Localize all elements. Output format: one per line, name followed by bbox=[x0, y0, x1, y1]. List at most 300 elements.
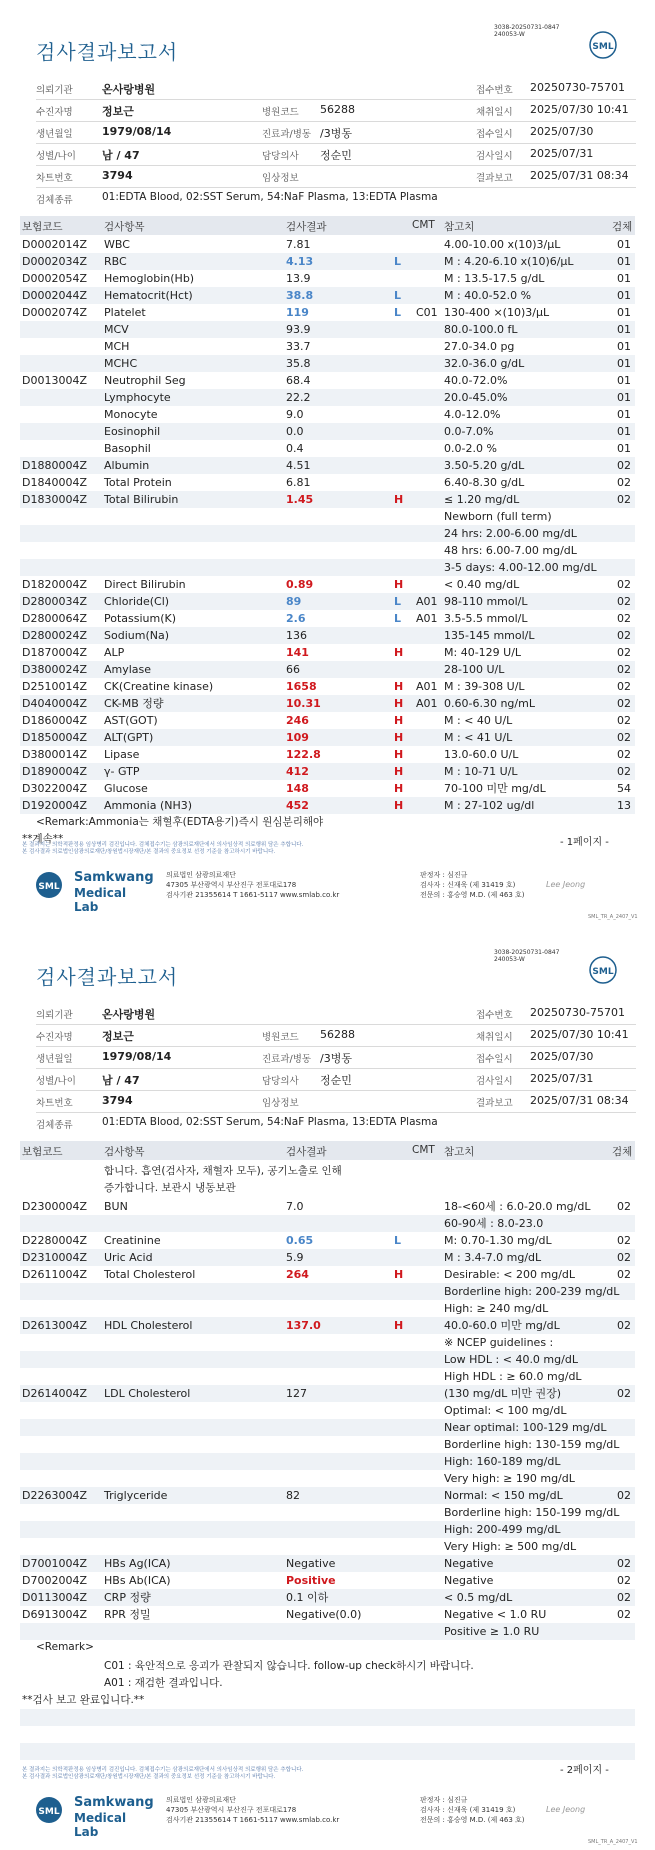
table-row bbox=[20, 559, 635, 576]
specimen-code: 02 bbox=[617, 1200, 631, 1213]
table-row bbox=[20, 780, 635, 797]
table-row bbox=[20, 542, 635, 559]
insurance-code: D6913004Z bbox=[22, 1608, 87, 1621]
specimen-code: 02 bbox=[617, 1489, 631, 1502]
reference-range: (130 mg/dL 미만 권장) bbox=[444, 1387, 562, 1400]
test-name: MCV bbox=[104, 323, 129, 336]
reference-range: Borderline high: 150-199 mg/dL bbox=[444, 1506, 620, 1519]
reference-range: 48 hrs: 6.00-7.00 mg/dL bbox=[444, 544, 577, 557]
reference-range: 40.0-72.0% bbox=[444, 374, 508, 387]
table-row bbox=[20, 1215, 635, 1232]
reference-range: 0.60-6.30 ng/mL bbox=[444, 697, 535, 710]
result-flag: H bbox=[394, 731, 404, 744]
test-result: Negative bbox=[286, 1557, 336, 1570]
sex-age: 남 / 47 bbox=[102, 149, 140, 162]
result-flag: H bbox=[394, 765, 404, 778]
reference-range: Low HDL : < 40.0 mg/dL bbox=[444, 1353, 578, 1366]
table-row bbox=[20, 763, 635, 780]
insurance-code: D1850004Z bbox=[22, 731, 87, 744]
specimen-code: 01 bbox=[617, 425, 631, 438]
test-name: Amylase bbox=[104, 663, 152, 676]
reference-range: Newborn (full term) bbox=[444, 510, 552, 523]
footer-logo: SML Samkwang Medical Lab bbox=[34, 1791, 134, 1831]
table-row bbox=[20, 610, 635, 627]
test-result: 246 bbox=[286, 714, 309, 727]
insurance-code: D0002034Z bbox=[22, 255, 87, 268]
test-result: 0.1 이하 bbox=[286, 1591, 329, 1604]
table-row bbox=[20, 372, 635, 389]
test-result: 22.2 bbox=[286, 391, 311, 404]
test-result: 89 bbox=[286, 595, 302, 608]
test-result: 13.9 bbox=[286, 272, 311, 285]
result-flag: L bbox=[394, 289, 402, 302]
result-flag: H bbox=[394, 799, 404, 812]
page-number: - 1페이지 - bbox=[560, 837, 609, 848]
hospital-code: 56288 bbox=[320, 1028, 355, 1041]
reference-range: High: ≥ 240 mg/dL bbox=[444, 1302, 549, 1315]
table-row bbox=[20, 355, 635, 372]
test-name: HBs Ag(ICA) bbox=[104, 1557, 171, 1570]
table-row bbox=[20, 1198, 635, 1215]
results-table-page-2 bbox=[20, 1198, 635, 1640]
lab-info: 의료법인 삼광의료재단 47305 부산광역시 부산진구 전포대로178 검사기관 21355614 T 1661-5117 www.smlab.co.kr bbox=[166, 1796, 340, 1824]
insurance-code: D0113004Z bbox=[22, 1591, 87, 1604]
insurance-code: D3800024Z bbox=[22, 663, 87, 676]
reference-range: 70-100 미만 mg/dL bbox=[444, 782, 546, 795]
reference-range: ※ NCEP guidelines : bbox=[444, 1336, 554, 1349]
specimen-code: 02 bbox=[617, 629, 631, 642]
reference-range: 6.40-8.30 g/dL bbox=[444, 476, 525, 489]
specimen-code: 02 bbox=[617, 1319, 631, 1332]
test-name: HBs Ab(ICA) bbox=[104, 1574, 171, 1587]
tested-at: 2025/07/31 bbox=[530, 1072, 594, 1085]
table-row bbox=[20, 1623, 635, 1640]
form-code: SML_TR_A_2407_V1 bbox=[588, 914, 638, 920]
specimen-code: 13 bbox=[617, 799, 631, 812]
disclaimer: 본 결과지는 의학적판정용 임상병리 검진입니다. 검체접수기는 삼광의료재단에서 의사임상적 의료행위 담은 추합니다. 본 검사결과 의료법인삼광의료재단/창원법시장재단/본 결과의 중요정보 선정 기준을 참고하시기 바랍니다. bbox=[22, 1767, 304, 1780]
test-name: Albumin bbox=[104, 459, 150, 472]
test-name: Triglyceride bbox=[104, 1489, 168, 1502]
reference-range: 0.0-2.0 % bbox=[444, 442, 497, 455]
test-name: Uric Acid bbox=[104, 1251, 153, 1264]
insurance-code: D1830004Z bbox=[22, 493, 87, 506]
test-result: 1.45 bbox=[286, 493, 314, 506]
reported-at: 2025/07/31 08:34 bbox=[530, 169, 629, 182]
remark-continued: 증가합니다. 보관시 냉동보관 bbox=[104, 1182, 236, 1194]
sml-mark-icon bbox=[34, 1795, 64, 1825]
test-name: Eosinophil bbox=[104, 425, 161, 438]
test-result: 68.4 bbox=[286, 374, 311, 387]
insurance-code: D2611004Z bbox=[22, 1268, 87, 1281]
table-row bbox=[20, 1385, 635, 1402]
test-name: RBC bbox=[104, 255, 127, 268]
test-result: 1658 bbox=[286, 680, 317, 693]
reference-range: 80.0-100.0 fL bbox=[444, 323, 518, 336]
test-name: BUN bbox=[104, 1200, 128, 1213]
insurance-code: D0002074Z bbox=[22, 306, 87, 319]
insurance-code: D2613004Z bbox=[22, 1319, 87, 1332]
test-result: 7.0 bbox=[286, 1200, 304, 1213]
reference-range: M : 27-102 ug/dl bbox=[444, 799, 535, 812]
blank-row bbox=[20, 1743, 635, 1760]
table-header: 보험코드 검사항목 검사결과 CMT 참고치 검체 bbox=[20, 216, 635, 235]
reference-range: High: 160-189 mg/dL bbox=[444, 1455, 561, 1468]
department: /3병동 bbox=[320, 127, 352, 140]
table-row bbox=[20, 746, 635, 763]
test-name: Monocyte bbox=[104, 408, 158, 421]
table-row bbox=[20, 491, 635, 508]
test-name: Hematocrit(Hct) bbox=[104, 289, 193, 302]
table-row bbox=[20, 576, 635, 593]
comment-code: A01 bbox=[416, 680, 438, 693]
reference-range: 3-5 days: 4.00-12.00 mg/dL bbox=[444, 561, 597, 574]
test-result: 136 bbox=[286, 629, 307, 642]
test-result: 38.8 bbox=[286, 289, 314, 302]
test-name: Lipase bbox=[104, 748, 140, 761]
specimen-types: 01:EDTA Blood, 02:SST Serum, 54:NaF Plasma, 13:EDTA Plasma bbox=[102, 191, 438, 203]
result-flag: H bbox=[394, 697, 404, 710]
remark-title: <Remark> bbox=[36, 1641, 94, 1653]
result-flag: L bbox=[394, 1234, 402, 1247]
test-name: RPR 정밀 bbox=[104, 1608, 151, 1621]
result-flag: L bbox=[394, 595, 402, 608]
test-name: Sodium(Na) bbox=[104, 629, 169, 642]
table-row bbox=[20, 1521, 635, 1538]
report-complete-note: **검사 보고 완료입니다.** bbox=[22, 1694, 145, 1706]
reference-range: < 0.5 mg/dL bbox=[444, 1591, 513, 1604]
reference-range: M : < 40 U/L bbox=[444, 714, 513, 727]
test-result: 0.0 bbox=[286, 425, 304, 438]
table-row bbox=[20, 1249, 635, 1266]
reference-range: Optimal: < 100 mg/dL bbox=[444, 1404, 567, 1417]
specimen-code: 54 bbox=[617, 782, 631, 795]
table-row bbox=[20, 627, 635, 644]
reference-range: 27.0-34.0 pg bbox=[444, 340, 515, 353]
birth-date: 1979/08/14 bbox=[102, 1050, 172, 1063]
specimen-code: 01 bbox=[617, 289, 631, 302]
form-code: SML_TR_A_2407_V1 bbox=[588, 1839, 638, 1845]
result-flag: H bbox=[394, 748, 404, 761]
sex-age: 남 / 47 bbox=[102, 1074, 140, 1087]
test-name: Lymphocyte bbox=[104, 391, 171, 404]
insurance-code: D2280004Z bbox=[22, 1234, 87, 1247]
continued-note: **계속** bbox=[22, 833, 64, 845]
table-row bbox=[20, 678, 635, 695]
table-row bbox=[20, 440, 635, 457]
table-row bbox=[20, 1300, 635, 1317]
test-name: LDL Cholesterol bbox=[104, 1387, 191, 1400]
result-flag: L bbox=[394, 306, 402, 319]
table-row bbox=[20, 1606, 635, 1623]
specimen-code: 01 bbox=[617, 238, 631, 251]
specimen-code: 01 bbox=[617, 391, 631, 404]
table-row bbox=[20, 338, 635, 355]
reference-range: M : 4.20-6.10 x(10)6/μL bbox=[444, 255, 574, 268]
table-row bbox=[20, 1487, 635, 1504]
test-result: 82 bbox=[286, 1489, 300, 1502]
insurance-code: D3800014Z bbox=[22, 748, 87, 761]
svg-text:SML: SML bbox=[592, 42, 614, 52]
result-flag: H bbox=[394, 782, 404, 795]
test-result: 93.9 bbox=[286, 323, 311, 336]
specimen-code: 02 bbox=[617, 1234, 631, 1247]
table-row bbox=[20, 661, 635, 678]
table-row bbox=[20, 729, 635, 746]
test-result: 264 bbox=[286, 1268, 309, 1281]
insurance-code: D2800064Z bbox=[22, 612, 87, 625]
specimen-code: 02 bbox=[617, 1591, 631, 1604]
test-result: 0.4 bbox=[286, 442, 304, 455]
reference-range: 130-400 ×(10)3/μL bbox=[444, 306, 550, 319]
reference-range: 20.0-45.0% bbox=[444, 391, 508, 404]
receipt-number: 20250730-75701 bbox=[530, 1006, 625, 1019]
insurance-code: D4040004Z bbox=[22, 697, 87, 710]
reference-range: < 0.40 mg/dL bbox=[444, 578, 520, 591]
insurance-code: D2614004Z bbox=[22, 1387, 87, 1400]
signature: Lee Jeong bbox=[546, 1805, 586, 1814]
page-number: - 2페이지 - bbox=[560, 1765, 609, 1776]
reference-range: M: 40-129 U/L bbox=[444, 646, 522, 659]
test-result: 412 bbox=[286, 765, 309, 778]
test-result: 9.0 bbox=[286, 408, 304, 421]
insurance-code: D1840004Z bbox=[22, 476, 87, 489]
test-result: 4.13 bbox=[286, 255, 314, 268]
patient-name: 정보근 bbox=[102, 105, 134, 118]
reference-range: 3.50-5.20 g/dL bbox=[444, 459, 525, 472]
sml-mark-icon bbox=[34, 870, 64, 900]
test-name: Total Cholesterol bbox=[104, 1268, 196, 1281]
specimen-code: 02 bbox=[617, 1251, 631, 1264]
result-flag: L bbox=[394, 612, 402, 625]
patient-info-header: 의뢰기관 온사랑병원 접수번호 20250730-75701 수진자명 정보근 병원코드 56288 채취일시 2025/07/30 10:41 생년월일 1979/08/14 진료과/병동 /3병동 접수일시 2025/07/30 성별/나이 남 / 47 담당의사 정순민 검사일시 2025/07/31 차트번호 3794 임상정보 결과보고 2025/07/31 08:34 검체종류 01:EDTA Blood, 02:SST Serum, 54:NaF Plasma, 13:EDTA Plasma bbox=[36, 78, 636, 210]
test-result: 5.9 bbox=[286, 1251, 304, 1264]
svg-text:SML: SML bbox=[38, 1807, 60, 1817]
lab-staff: 판정자 : 심진규 검사자 : 신재욱 (제 31419 호) 전문의 : 홍승영 M.D. (제 463 호) bbox=[420, 871, 525, 899]
reference-range: 32.0-36.0 g/dL bbox=[444, 357, 525, 370]
table-row bbox=[20, 253, 635, 270]
reference-range: High HDL : ≥ 60.0 mg/dL bbox=[444, 1370, 582, 1383]
specimen-code: 01 bbox=[617, 272, 631, 285]
table-row bbox=[20, 1470, 635, 1487]
insurance-code: D1820004Z bbox=[22, 578, 87, 591]
specimen-code: 02 bbox=[617, 1268, 631, 1281]
result-flag: H bbox=[394, 578, 404, 591]
reference-range: M: 0.70-1.30 mg/dL bbox=[444, 1234, 552, 1247]
table-row bbox=[20, 406, 635, 423]
test-name: MCH bbox=[104, 340, 130, 353]
table-row bbox=[20, 508, 635, 525]
test-name: AST(GOT) bbox=[104, 714, 158, 727]
reference-range: 60-90세 : 8.0-23.0 bbox=[444, 1217, 544, 1230]
department: /3병동 bbox=[320, 1052, 352, 1065]
ammonia-remark: <Remark:Ammonia는 채혈후(EDTA용기)즉시 원심분리해야 bbox=[36, 816, 324, 828]
reference-range: 18-<60세 : 6.0-20.0 mg/dL bbox=[444, 1200, 591, 1213]
table-row bbox=[20, 1504, 635, 1521]
patient-info-header: 의뢰기관 온사랑병원 접수번호 20250730-75701 수진자명 정보근 병원코드 56288 채취일시 2025/07/30 10:41 생년월일 1979/08/14 진료과/병동 /3병동 접수일시 2025/07/30 성별/나이 남 / 47 담당의사 정순민 검사일시 2025/07/31 차트번호 3794 임상정보 결과보고 2025/07/31 08:34 검체종류 01:EDTA Blood, 02:SST Serum, 54:NaF Plasma, 13:EDTA Plasma bbox=[36, 1003, 636, 1135]
test-name: CK(Creatine kinase) bbox=[104, 680, 214, 693]
result-flag: H bbox=[394, 714, 404, 727]
test-result: 141 bbox=[286, 646, 309, 659]
reference-range: 13.0-60.0 U/L bbox=[444, 748, 519, 761]
reference-range: Borderline high: 130-159 mg/dL bbox=[444, 1438, 620, 1451]
specimen-code: 01 bbox=[617, 442, 631, 455]
insurance-code: D7001004Z bbox=[22, 1557, 87, 1570]
table-row bbox=[20, 1334, 635, 1351]
test-result: 6.81 bbox=[286, 476, 311, 489]
specimen-code: 02 bbox=[617, 697, 631, 710]
table-row bbox=[20, 1453, 635, 1470]
document-id: 3038-20250731-0847 240053-W bbox=[494, 949, 560, 963]
test-result: 10.31 bbox=[286, 697, 321, 710]
table-row bbox=[20, 1232, 635, 1249]
reference-range: 3.5-5.5 mmol/L bbox=[444, 612, 528, 625]
doctor: 정순민 bbox=[320, 1074, 352, 1087]
report-title: 검사결과보고서 bbox=[36, 965, 179, 989]
reference-range: Near optimal: 100-129 mg/dL bbox=[444, 1421, 607, 1434]
table-row bbox=[20, 1555, 635, 1572]
table-row bbox=[20, 1419, 635, 1436]
reference-range: Negative bbox=[444, 1557, 494, 1570]
specimen-code: 01 bbox=[617, 340, 631, 353]
test-result: 4.51 bbox=[286, 459, 311, 472]
test-name: Platelet bbox=[104, 306, 146, 319]
table-row bbox=[20, 1572, 635, 1589]
specimen-code: 02 bbox=[617, 680, 631, 693]
reference-range: ≤ 1.20 mg/dL bbox=[444, 493, 520, 506]
reference-range: M : 13.5-17.5 g/dL bbox=[444, 272, 545, 285]
test-result: 0.89 bbox=[286, 578, 314, 591]
test-result: 119 bbox=[286, 306, 309, 319]
specimen-code: 02 bbox=[617, 1574, 631, 1587]
insurance-code: D2800034Z bbox=[22, 595, 87, 608]
table-header: 보험코드 검사항목 검사결과 CMT 참고치 검체 bbox=[20, 1141, 635, 1160]
table-row bbox=[20, 1351, 635, 1368]
specimen-code: 02 bbox=[617, 646, 631, 659]
reference-range: Positive ≥ 1.0 RU bbox=[444, 1625, 540, 1638]
table-row bbox=[20, 304, 635, 321]
specimen-code: 02 bbox=[617, 731, 631, 744]
document-id: 3038-20250731-0847 240053-W bbox=[494, 24, 560, 38]
reported-at: 2025/07/31 08:34 bbox=[530, 1094, 629, 1107]
report-page-2 bbox=[0, 925, 655, 1850]
svg-text:SML: SML bbox=[38, 882, 60, 892]
test-name: Basophil bbox=[104, 442, 151, 455]
test-name: Ammonia (NH3) bbox=[104, 799, 193, 812]
insurance-code: D2510014Z bbox=[22, 680, 87, 693]
report-title: 검사결과보고서 bbox=[36, 40, 179, 64]
remark-continued: 합니다. 흡연(검사자, 채혈자 모두), 공기노출로 인해 bbox=[104, 1165, 342, 1177]
test-result: 7.81 bbox=[286, 238, 311, 251]
test-result: 452 bbox=[286, 799, 309, 812]
insurance-code: D1920004Z bbox=[22, 799, 87, 812]
specimen-code: 01 bbox=[617, 408, 631, 421]
table-row bbox=[20, 236, 635, 253]
reference-range: M : 40.0-52.0 % bbox=[444, 289, 532, 302]
test-name: CRP 정량 bbox=[104, 1591, 151, 1604]
result-flag: L bbox=[394, 255, 402, 268]
specimen-code: 02 bbox=[617, 612, 631, 625]
reference-range: Very High: ≥ 500 mg/dL bbox=[444, 1540, 577, 1553]
insurance-code: D1890004Z bbox=[22, 765, 87, 778]
table-row bbox=[20, 1538, 635, 1555]
specimen-code: 02 bbox=[617, 714, 631, 727]
specimen-types: 01:EDTA Blood, 02:SST Serum, 54:NaF Plasma, 13:EDTA Plasma bbox=[102, 1116, 438, 1128]
reference-range: 28-100 U/L bbox=[444, 663, 505, 676]
test-result: 33.7 bbox=[286, 340, 311, 353]
result-flag: H bbox=[394, 1319, 404, 1332]
test-name: Potassium(K) bbox=[104, 612, 177, 625]
comment-code: A01 bbox=[416, 612, 438, 625]
table-row bbox=[20, 1436, 635, 1453]
specimen-code: 01 bbox=[617, 357, 631, 370]
patient-name: 정보근 bbox=[102, 1030, 134, 1043]
table-row bbox=[20, 593, 635, 610]
disclaimer: 본 결과지는 의학적판정용 임상병리 검진입니다. 검체접수기는 삼광의료재단에서 의사임상적 의료행위 담은 추합니다. 본 검사결과 의료법인삼광의료재단/창원법시장재단/본 결과의 중요정보 선정 기준을 참고하시기 바랍니다. bbox=[22, 842, 304, 855]
table-row bbox=[20, 1402, 635, 1419]
table-row bbox=[20, 423, 635, 440]
insurance-code: D2300004Z bbox=[22, 1200, 87, 1213]
received-at: 2025/07/30 bbox=[530, 1050, 594, 1063]
insurance-code: D0013004Z bbox=[22, 374, 87, 387]
reference-range: 4.0-12.0% bbox=[444, 408, 501, 421]
table-row bbox=[20, 1317, 635, 1334]
specimen-code: 02 bbox=[617, 1608, 631, 1621]
result-flag: H bbox=[394, 680, 404, 693]
reference-range: M : 39-308 U/L bbox=[444, 680, 525, 693]
test-result: 35.8 bbox=[286, 357, 311, 370]
insurance-code: D1870004Z bbox=[22, 646, 87, 659]
receipt-number: 20250730-75701 bbox=[530, 81, 625, 94]
specimen-code: 02 bbox=[617, 748, 631, 761]
table-row bbox=[20, 695, 635, 712]
table-row bbox=[20, 321, 635, 338]
insurance-code: D1860004Z bbox=[22, 714, 87, 727]
collected-at: 2025/07/30 10:41 bbox=[530, 1028, 629, 1041]
specimen-code: 02 bbox=[617, 493, 631, 506]
test-result: 109 bbox=[286, 731, 309, 744]
reference-range: Very high: ≥ 190 mg/dL bbox=[444, 1472, 575, 1485]
table-row bbox=[20, 525, 635, 542]
reference-range: Negative < 1.0 RU bbox=[444, 1608, 547, 1621]
test-name: Chloride(Cl) bbox=[104, 595, 170, 608]
reference-range: High: 200-499 mg/dL bbox=[444, 1523, 561, 1536]
test-name: ALT(GPT) bbox=[104, 731, 154, 744]
signature: Lee Jeong bbox=[546, 880, 586, 889]
test-result: 148 bbox=[286, 782, 309, 795]
remark-a01: A01 : 재검한 결과입니다. bbox=[104, 1677, 223, 1689]
table-row bbox=[20, 389, 635, 406]
result-flag: H bbox=[394, 646, 404, 659]
test-result: 0.65 bbox=[286, 1234, 314, 1247]
test-result: 137.0 bbox=[286, 1319, 321, 1332]
doctor: 정순민 bbox=[320, 149, 352, 162]
reference-range: M : 10-71 U/L bbox=[444, 765, 518, 778]
test-name: γ- GTP bbox=[104, 765, 140, 778]
test-name: Total Bilirubin bbox=[104, 493, 179, 506]
test-name: Creatinine bbox=[104, 1234, 161, 1247]
hospital-name: 온사랑병원 bbox=[102, 83, 156, 96]
reference-range: 24 hrs: 2.00-6.00 mg/dL bbox=[444, 527, 577, 540]
specimen-code: 02 bbox=[617, 1557, 631, 1570]
test-name: CK-MB 정량 bbox=[104, 697, 164, 710]
insurance-code: D0002014Z bbox=[22, 238, 87, 251]
reference-range: 98-110 mmol/L bbox=[444, 595, 528, 608]
lab-info: 의료법인 삼광의료재단 47305 부산광역시 부산진구 전포대로178 검사기관 21355614 T 1661-5117 www.smlab.co.kr bbox=[166, 871, 340, 899]
result-flag: H bbox=[394, 1268, 404, 1281]
footer-logo: SML Samkwang Medical Lab bbox=[34, 866, 134, 906]
insurance-code: D3022004Z bbox=[22, 782, 87, 795]
table-row bbox=[20, 270, 635, 287]
